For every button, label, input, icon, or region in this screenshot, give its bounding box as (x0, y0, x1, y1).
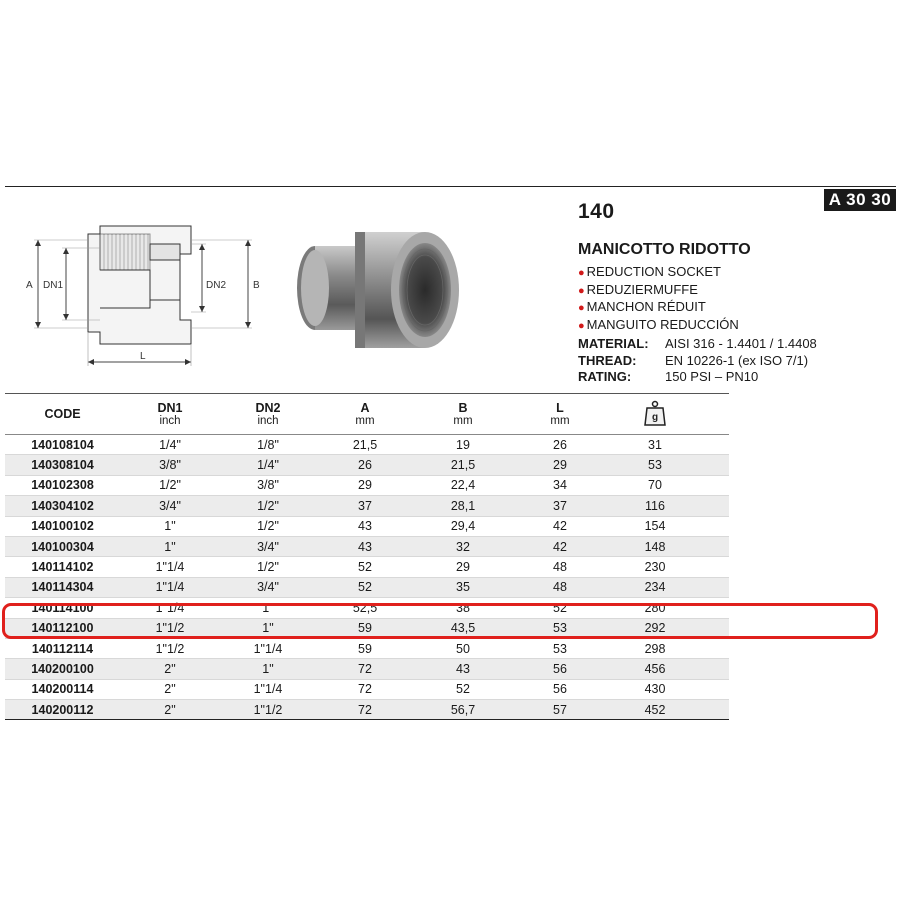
cell-weight: 298 (608, 638, 702, 658)
catalog-section-badge: A 30 30 (824, 189, 896, 211)
cell-a: 52 (316, 557, 414, 577)
table-row (5, 516, 729, 536)
cell-dn1: 3/8" (120, 455, 220, 475)
table-body (5, 435, 729, 720)
cell-code: 140112100 (5, 618, 120, 638)
cell-dn1: 1"1/2 (120, 638, 220, 658)
cell-dn1: 1/2" (120, 475, 220, 495)
cell-weight: 430 (608, 679, 702, 699)
cell-l: 42 (512, 516, 608, 536)
cell-weight: 53 (608, 455, 702, 475)
header-code: CODE (5, 395, 120, 435)
drawing-label-dn2: DN2 (206, 280, 227, 291)
cell-a: 37 (316, 496, 414, 516)
cell-b: 32 (414, 536, 512, 556)
cell-code: 140200112 (5, 700, 120, 720)
table-row (5, 598, 729, 618)
translation-item: ● MANCHON RÉDUIT (578, 299, 706, 315)
cell-b: 21,5 (414, 455, 512, 475)
cell-code: 140100304 (5, 536, 120, 556)
top-divider (5, 186, 896, 187)
cell-dn2: 1/2" (220, 516, 316, 536)
technical-drawing (20, 220, 270, 370)
table-row (5, 638, 729, 658)
cell-a: 59 (316, 638, 414, 658)
header-a: A mm (316, 395, 414, 435)
cell-weight: 116 (608, 496, 702, 516)
cell-weight: 70 (608, 475, 702, 495)
svg-text:g: g (651, 412, 659, 423)
bullet-icon: ● (578, 284, 585, 297)
dimensions-table (5, 395, 729, 720)
cell-code: 140112114 (5, 638, 120, 658)
cell-l: 53 (512, 618, 608, 638)
cell-l: 42 (512, 536, 608, 556)
cell-code: 140108104 (5, 435, 120, 455)
cell-code: 140100102 (5, 516, 120, 536)
cell-dn2: 1"1/4 (220, 679, 316, 699)
cell-a: 43 (316, 536, 414, 556)
cell-dn2: 1"1/4 (220, 638, 316, 658)
cell-l: 29 (512, 455, 608, 475)
cell-weight: 292 (608, 618, 702, 638)
cell-dn2: 3/4" (220, 536, 316, 556)
product-photo (285, 218, 475, 368)
translations-list (578, 264, 739, 334)
cell-dn2: 1"1/2 (220, 700, 316, 720)
cell-weight: 148 (608, 536, 702, 556)
cell-a: 26 (316, 455, 414, 475)
cell-l: 57 (512, 700, 608, 720)
header-weight (608, 395, 702, 435)
drawing-label-b: B (253, 280, 260, 291)
header-dn2: DN2 inch (220, 395, 316, 435)
translation-item: ● REDUZIERMUFFE (578, 281, 698, 297)
cell-dn1: 1"1/4 (120, 557, 220, 577)
cell-l: 48 (512, 577, 608, 597)
cell-weight: 280 (608, 598, 702, 618)
table-row (5, 618, 729, 638)
cell-b: 29 (414, 557, 512, 577)
table-top-divider (5, 393, 729, 394)
cell-l: 56 (512, 679, 608, 699)
cell-dn1: 1"1/4 (120, 598, 220, 618)
cell-code: 140304102 (5, 496, 120, 516)
cell-dn1: 1"1/2 (120, 618, 220, 638)
translation-item: ● MANGUITO REDUCCIÓN (578, 316, 739, 332)
cell-code: 140102308 (5, 475, 120, 495)
cell-weight: 230 (608, 557, 702, 577)
cell-weight: 456 (608, 659, 702, 679)
table-row (5, 577, 729, 597)
cell-dn1: 2" (120, 679, 220, 699)
cell-dn2: 1/2" (220, 496, 316, 516)
cell-b: 52 (414, 679, 512, 699)
table-row (5, 496, 729, 516)
cell-dn2: 3/4" (220, 577, 316, 597)
cell-l: 34 (512, 475, 608, 495)
drawing-label-dn1: DN1 (43, 280, 64, 291)
weight-icon (644, 400, 666, 426)
cell-dn1: 1"1/4 (120, 577, 220, 597)
cell-dn2: 1/4" (220, 455, 316, 475)
cell-code: 140308104 (5, 455, 120, 475)
cell-weight: 31 (608, 435, 702, 455)
cell-a: 29 (316, 475, 414, 495)
cell-dn1: 2" (120, 700, 220, 720)
cell-a: 72 (316, 659, 414, 679)
table-row (5, 659, 729, 679)
drawing-label-a: A (26, 280, 33, 291)
cell-l: 26 (512, 435, 608, 455)
cell-l: 56 (512, 659, 608, 679)
cell-b: 22,4 (414, 475, 512, 495)
cell-dn2: 1" (220, 659, 316, 679)
cell-b: 19 (414, 435, 512, 455)
table-row (5, 679, 729, 699)
cell-a: 21,5 (316, 435, 414, 455)
cell-b: 35 (414, 577, 512, 597)
cell-a: 72 (316, 679, 414, 699)
cell-a: 43 (316, 516, 414, 536)
cell-b: 38 (414, 598, 512, 618)
spec-thread: THREAD: EN 10226-1 (ex ISO 7/1) (578, 352, 809, 368)
cell-dn1: 2" (120, 659, 220, 679)
product-number: 140 (578, 200, 615, 223)
header-l: L mm (512, 395, 608, 435)
cell-b: 28,1 (414, 496, 512, 516)
cell-code: 140200114 (5, 679, 120, 699)
spec-material: MATERIAL: AISI 316 - 1.4401 / 1.4408 (578, 336, 817, 351)
table-row (5, 700, 729, 720)
cell-code: 140200100 (5, 659, 120, 679)
cell-dn2: 1" (220, 598, 316, 618)
header-dn1: DN1 inch (120, 395, 220, 435)
cell-code: 140114100 (5, 598, 120, 618)
table-header-row (5, 395, 729, 435)
cell-dn2: 1/2" (220, 557, 316, 577)
cell-code: 140114102 (5, 557, 120, 577)
cell-l: 48 (512, 557, 608, 577)
table-row (5, 557, 729, 577)
table-row (5, 435, 729, 455)
bullet-icon: ● (578, 319, 585, 332)
spec-list (578, 336, 817, 386)
table-row (5, 455, 729, 475)
header-b: B mm (414, 395, 512, 435)
cell-dn1: 1" (120, 516, 220, 536)
drawing-label-l: L (140, 351, 146, 362)
cell-b: 43,5 (414, 618, 512, 638)
cell-dn1: 1/4" (120, 435, 220, 455)
cell-l: 37 (512, 496, 608, 516)
cell-code: 140114304 (5, 577, 120, 597)
cell-b: 50 (414, 638, 512, 658)
cell-weight: 154 (608, 516, 702, 536)
cell-a: 59 (316, 618, 414, 638)
cell-dn1: 1" (120, 536, 220, 556)
cell-b: 56,7 (414, 700, 512, 720)
cell-l: 53 (512, 638, 608, 658)
table-row (5, 536, 729, 556)
cell-dn1: 3/4" (120, 496, 220, 516)
cell-a: 72 (316, 700, 414, 720)
product-name: MANICOTTO RIDOTTO (578, 241, 751, 258)
cell-weight: 234 (608, 577, 702, 597)
cell-l: 52 (512, 598, 608, 618)
bullet-icon: ● (578, 267, 585, 279)
bullet-icon: ● (578, 302, 585, 315)
cell-b: 29,4 (414, 516, 512, 536)
cell-a: 52 (316, 577, 414, 597)
cell-dn2: 3/8" (220, 475, 316, 495)
spec-rating: RATING: 150 PSI – PN10 (578, 369, 759, 385)
cell-b: 43 (414, 659, 512, 679)
table-row (5, 475, 729, 495)
translation-item: ● REDUCTION SOCKET (578, 264, 721, 279)
cell-weight: 452 (608, 700, 702, 720)
cell-dn2: 1/8" (220, 435, 316, 455)
cell-dn2: 1" (220, 618, 316, 638)
cell-a: 52,5 (316, 598, 414, 618)
